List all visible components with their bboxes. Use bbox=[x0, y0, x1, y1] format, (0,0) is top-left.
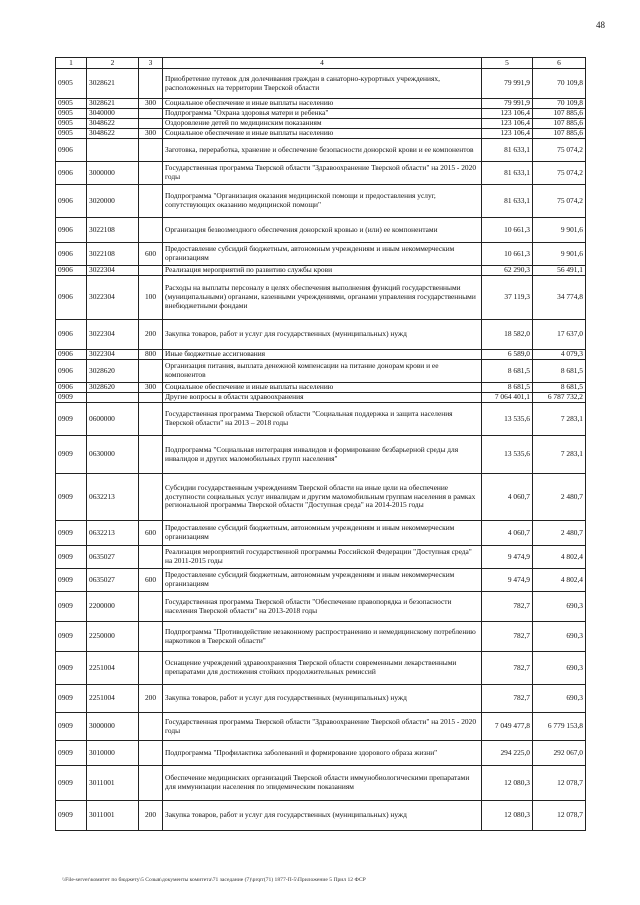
plan-amount-cell: 4 060,7 bbox=[482, 474, 533, 521]
table-row bbox=[56, 69, 586, 99]
expense-type-cell bbox=[139, 436, 163, 474]
table-header-row bbox=[56, 58, 586, 69]
section-code-cell: 0909 bbox=[56, 569, 87, 592]
description-cell: Государственная программа Тверской области "Обеспечение правопорядка и безопасности населения Тверской области" на 2013-2018 годы bbox=[163, 592, 482, 622]
section-code-cell: 0905 bbox=[56, 129, 87, 139]
table-row bbox=[56, 350, 586, 360]
section-code-cell: 0909 bbox=[56, 685, 87, 713]
description-cell: Расходы на выплаты персоналу в целях обеспечения выполнения функций государственными (муниципальными) органами, казенными учреждениями, органами управления государственными внебюджетными фондами bbox=[163, 276, 482, 320]
executed-amount-cell: 4 802,4 bbox=[533, 569, 586, 592]
executed-amount-cell: 75 074,2 bbox=[533, 139, 586, 162]
description-cell: Организация питания, выплата денежной компенсации на питание донорам крови и ее компонентов bbox=[163, 360, 482, 383]
expense-type-cell: 600 bbox=[139, 521, 163, 546]
section-code-cell: 0906 bbox=[56, 276, 87, 320]
header-col-6: 6 bbox=[533, 58, 586, 69]
description-cell: Подпрограмма "Организация оказания медицинской помощи и предоставления услуг, сопутствующих оказанию медицинской помощи" bbox=[163, 185, 482, 218]
target-article-cell: 3028621 bbox=[87, 99, 139, 109]
plan-amount-cell: 7 049 477,8 bbox=[482, 713, 533, 741]
target-article-cell: 0635027 bbox=[87, 569, 139, 592]
plan-amount-cell: 9 474,9 bbox=[482, 569, 533, 592]
section-code-cell: 0909 bbox=[56, 474, 87, 521]
table-row bbox=[56, 652, 586, 685]
section-code-cell: 0909 bbox=[56, 403, 87, 436]
table-row bbox=[56, 474, 586, 521]
description-cell: Социальное обеспечение и иные выплаты населению bbox=[163, 99, 482, 109]
target-article-cell: 3020000 bbox=[87, 185, 139, 218]
section-code-cell: 0909 bbox=[56, 801, 87, 831]
expense-type-cell: 300 bbox=[139, 99, 163, 109]
table-row bbox=[56, 139, 586, 162]
plan-amount-cell: 294 225,0 bbox=[482, 741, 533, 766]
description-cell: Иные бюджетные ассигнования bbox=[163, 350, 482, 360]
table-row bbox=[56, 403, 586, 436]
table-row bbox=[56, 741, 586, 766]
target-article-cell: 3022304 bbox=[87, 276, 139, 320]
table-row bbox=[56, 685, 586, 713]
target-article-cell: 3028621 bbox=[87, 69, 139, 99]
plan-amount-cell: 782,7 bbox=[482, 592, 533, 622]
table-row bbox=[56, 713, 586, 741]
plan-amount-cell: 81 633,1 bbox=[482, 139, 533, 162]
section-code-cell: 0905 bbox=[56, 109, 87, 119]
description-cell: Предоставление субсидий бюджетным, автономным учреждениям и иным некоммерческим организациям bbox=[163, 243, 482, 266]
executed-amount-cell: 690,3 bbox=[533, 685, 586, 713]
section-code-cell: 0909 bbox=[56, 393, 87, 403]
target-article-cell: 3022304 bbox=[87, 350, 139, 360]
file-path-footer: \\File-server\комитет по бюджету\5 Созыв\документы комитета\71 заседание (7)\prqrr(71) 1877-П-5\Приложение 5 Прил 12 ФСР bbox=[62, 877, 366, 883]
plan-amount-cell: 782,7 bbox=[482, 622, 533, 652]
expense-type-cell bbox=[139, 119, 163, 129]
table-row bbox=[56, 569, 586, 592]
executed-amount-cell: 12 078,7 bbox=[533, 801, 586, 831]
description-cell: Организация безвозмездного обеспечения донорской кровью и (или) ее компонентами bbox=[163, 218, 482, 243]
table-row bbox=[56, 276, 586, 320]
table-row bbox=[56, 622, 586, 652]
table-row bbox=[56, 243, 586, 266]
table-row bbox=[56, 218, 586, 243]
description-cell: Заготовка, переработка, хранение и обеспечение безопасности донорской крови и ее компонентов bbox=[163, 139, 482, 162]
header-col-2: 2 bbox=[87, 58, 139, 69]
table-row bbox=[56, 801, 586, 831]
header-col-5: 5 bbox=[482, 58, 533, 69]
section-code-cell: 0906 bbox=[56, 320, 87, 350]
plan-amount-cell: 13 535,6 bbox=[482, 436, 533, 474]
expense-type-cell: 200 bbox=[139, 801, 163, 831]
plan-amount-cell: 10 661,3 bbox=[482, 218, 533, 243]
executed-amount-cell: 75 074,2 bbox=[533, 185, 586, 218]
description-cell: Реализация мероприятий государственной программы Российской Федерации "Доступная среда" на 2011-2015 годы bbox=[163, 546, 482, 569]
section-code-cell: 0909 bbox=[56, 521, 87, 546]
table-row bbox=[56, 119, 586, 129]
header-col-3: 3 bbox=[139, 58, 163, 69]
executed-amount-cell: 7 283,1 bbox=[533, 403, 586, 436]
description-cell: Предоставление субсидий бюджетным, автономным учреждениям и иным некоммерческим организациям bbox=[163, 569, 482, 592]
executed-amount-cell: 2 480,7 bbox=[533, 474, 586, 521]
description-cell: Другие вопросы в области здравоохранения bbox=[163, 393, 482, 403]
table-row bbox=[56, 546, 586, 569]
executed-amount-cell: 107 885,6 bbox=[533, 129, 586, 139]
expense-type-cell bbox=[139, 218, 163, 243]
target-article-cell: 3000000 bbox=[87, 713, 139, 741]
section-code-cell: 0906 bbox=[56, 218, 87, 243]
plan-amount-cell: 123 106,4 bbox=[482, 129, 533, 139]
executed-amount-cell: 292 067,0 bbox=[533, 741, 586, 766]
plan-amount-cell: 8 681,5 bbox=[482, 383, 533, 393]
description-cell: Социальное обеспечение и иные выплаты населению bbox=[163, 129, 482, 139]
section-code-cell: 0906 bbox=[56, 360, 87, 383]
expense-type-cell: 300 bbox=[139, 383, 163, 393]
executed-amount-cell: 4 079,3 bbox=[533, 350, 586, 360]
table-row bbox=[56, 393, 586, 403]
expense-type-cell bbox=[139, 162, 163, 185]
plan-amount-cell: 81 633,1 bbox=[482, 162, 533, 185]
table-row bbox=[56, 383, 586, 393]
table-row bbox=[56, 99, 586, 109]
expense-type-cell bbox=[139, 766, 163, 801]
description-cell: Приобретение путевок для долечивания граждан в санаторно-курортных учреждениях, расположенных на территории Тверской области bbox=[163, 69, 482, 99]
section-code-cell: 0905 bbox=[56, 119, 87, 129]
table-row bbox=[56, 266, 586, 276]
expense-type-cell bbox=[139, 741, 163, 766]
description-cell: Закупка товаров, работ и услуг для государственных (муниципальных) нужд bbox=[163, 801, 482, 831]
plan-amount-cell: 7 064 401,1 bbox=[482, 393, 533, 403]
executed-amount-cell: 4 802,4 bbox=[533, 546, 586, 569]
target-article-cell: 3028620 bbox=[87, 383, 139, 393]
section-code-cell: 0905 bbox=[56, 99, 87, 109]
executed-amount-cell: 34 774,8 bbox=[533, 276, 586, 320]
description-cell: Социальное обеспечение и иные выплаты населению bbox=[163, 383, 482, 393]
table-row bbox=[56, 162, 586, 185]
description-cell: Обеспечение медицинских организаций Тверской области иммунобиологическими препаратами для иммунизации населения по эпидемическим показаниям bbox=[163, 766, 482, 801]
section-code-cell: 0909 bbox=[56, 436, 87, 474]
expense-type-cell: 200 bbox=[139, 320, 163, 350]
description-cell: Государственная программа Тверской области "Здравоохранение Тверской области" на 2015 - 2020 годы bbox=[163, 162, 482, 185]
executed-amount-cell: 7 283,1 bbox=[533, 436, 586, 474]
section-code-cell: 0909 bbox=[56, 713, 87, 741]
expense-type-cell bbox=[139, 474, 163, 521]
target-article-cell: 0632213 bbox=[87, 521, 139, 546]
page-number: 48 bbox=[596, 20, 605, 30]
expense-type-cell bbox=[139, 403, 163, 436]
description-cell: Предоставление субсидий бюджетным, автономным учреждениям и иным некоммерческим организациям bbox=[163, 521, 482, 546]
expense-type-cell: 600 bbox=[139, 569, 163, 592]
plan-amount-cell: 782,7 bbox=[482, 685, 533, 713]
plan-amount-cell: 79 991,9 bbox=[482, 69, 533, 99]
target-article-cell: 3000000 bbox=[87, 162, 139, 185]
table-row bbox=[56, 766, 586, 801]
description-cell: Субсидии государственным учреждениям Тверской области на иные цели на обеспечение доступности социальных услуг инвалидам и другим маломобильным группам населения в рамках региональной программы Тверской области "Доступная среда" на 2014-2015 годы bbox=[163, 474, 482, 521]
target-article-cell: 3022304 bbox=[87, 320, 139, 350]
expense-type-cell bbox=[139, 109, 163, 119]
plan-amount-cell: 4 060,7 bbox=[482, 521, 533, 546]
plan-amount-cell: 123 106,4 bbox=[482, 109, 533, 119]
expense-type-cell bbox=[139, 139, 163, 162]
budget-table bbox=[55, 57, 586, 831]
executed-amount-cell: 107 885,6 bbox=[533, 109, 586, 119]
executed-amount-cell: 8 681,5 bbox=[533, 383, 586, 393]
target-article-cell: 2250000 bbox=[87, 622, 139, 652]
executed-amount-cell: 107 885,6 bbox=[533, 119, 586, 129]
target-article-cell bbox=[87, 393, 139, 403]
executed-amount-cell: 8 681,5 bbox=[533, 360, 586, 383]
plan-amount-cell: 79 991,9 bbox=[482, 99, 533, 109]
executed-amount-cell: 9 901,6 bbox=[533, 218, 586, 243]
target-article-cell: 3011001 bbox=[87, 801, 139, 831]
executed-amount-cell: 17 637,0 bbox=[533, 320, 586, 350]
expense-type-cell: 300 bbox=[139, 129, 163, 139]
expense-type-cell bbox=[139, 266, 163, 276]
section-code-cell: 0906 bbox=[56, 266, 87, 276]
plan-amount-cell: 12 080,3 bbox=[482, 801, 533, 831]
executed-amount-cell: 70 109,8 bbox=[533, 69, 586, 99]
target-article-cell: 3010000 bbox=[87, 741, 139, 766]
section-code-cell: 0906 bbox=[56, 139, 87, 162]
expense-type-cell bbox=[139, 592, 163, 622]
plan-amount-cell: 9 474,9 bbox=[482, 546, 533, 569]
table-row bbox=[56, 109, 586, 119]
expense-type-cell bbox=[139, 622, 163, 652]
plan-amount-cell: 8 681,5 bbox=[482, 360, 533, 383]
description-cell: Государственная программа Тверской области "Социальная поддержка и защита населения Тверской области" на 2013 – 2018 годы bbox=[163, 403, 482, 436]
description-cell: Закупка товаров, работ и услуг для государственных (муниципальных) нужд bbox=[163, 685, 482, 713]
plan-amount-cell: 37 119,3 bbox=[482, 276, 533, 320]
target-article-cell: 2251004 bbox=[87, 652, 139, 685]
expense-type-cell bbox=[139, 713, 163, 741]
executed-amount-cell: 70 109,8 bbox=[533, 99, 586, 109]
expense-type-cell: 800 bbox=[139, 350, 163, 360]
target-article-cell: 2200000 bbox=[87, 592, 139, 622]
expense-type-cell: 600 bbox=[139, 243, 163, 266]
header-col-4: 4 bbox=[163, 58, 482, 69]
executed-amount-cell: 690,3 bbox=[533, 652, 586, 685]
executed-amount-cell: 75 074,2 bbox=[533, 162, 586, 185]
executed-amount-cell: 690,3 bbox=[533, 592, 586, 622]
description-cell: Подпрограмма "Профилактика заболеваний и формирование здорового образа жизни" bbox=[163, 741, 482, 766]
description-cell: Реализация мероприятий по развитию службы крови bbox=[163, 266, 482, 276]
section-code-cell: 0909 bbox=[56, 546, 87, 569]
target-article-cell: 2251004 bbox=[87, 685, 139, 713]
section-code-cell: 0906 bbox=[56, 243, 87, 266]
target-article-cell: 0600000 bbox=[87, 403, 139, 436]
target-article-cell: 3011001 bbox=[87, 766, 139, 801]
section-code-cell: 0909 bbox=[56, 766, 87, 801]
executed-amount-cell: 56 491,1 bbox=[533, 266, 586, 276]
expense-type-cell bbox=[139, 393, 163, 403]
table-row bbox=[56, 521, 586, 546]
target-article-cell: 0632213 bbox=[87, 474, 139, 521]
section-code-cell: 0905 bbox=[56, 69, 87, 99]
plan-amount-cell: 782,7 bbox=[482, 652, 533, 685]
section-code-cell: 0906 bbox=[56, 350, 87, 360]
executed-amount-cell: 6 779 153,8 bbox=[533, 713, 586, 741]
executed-amount-cell: 690,3 bbox=[533, 622, 586, 652]
description-cell: Подпрограмма "Социальная интеграция инвалидов и формирование безбарьерной среды для инвалидов и других маломобильных групп населения" bbox=[163, 436, 482, 474]
target-article-cell: 0630000 bbox=[87, 436, 139, 474]
header-col-1: 1 bbox=[56, 58, 87, 69]
description-cell: Подпрограмма "Охрана здоровья матери и ребенка" bbox=[163, 109, 482, 119]
plan-amount-cell: 13 535,6 bbox=[482, 403, 533, 436]
plan-amount-cell: 62 290,3 bbox=[482, 266, 533, 276]
section-code-cell: 0909 bbox=[56, 652, 87, 685]
executed-amount-cell: 2 480,7 bbox=[533, 521, 586, 546]
plan-amount-cell: 123 106,4 bbox=[482, 119, 533, 129]
executed-amount-cell: 9 901,6 bbox=[533, 243, 586, 266]
section-code-cell: 0909 bbox=[56, 592, 87, 622]
expense-type-cell bbox=[139, 185, 163, 218]
section-code-cell: 0906 bbox=[56, 185, 87, 218]
expense-type-cell bbox=[139, 652, 163, 685]
section-code-cell: 0909 bbox=[56, 622, 87, 652]
target-article-cell: 3022108 bbox=[87, 243, 139, 266]
section-code-cell: 0906 bbox=[56, 162, 87, 185]
table-row bbox=[56, 185, 586, 218]
plan-amount-cell: 18 582,0 bbox=[482, 320, 533, 350]
executed-amount-cell: 12 078,7 bbox=[533, 766, 586, 801]
table-row bbox=[56, 360, 586, 383]
expense-type-cell bbox=[139, 546, 163, 569]
target-article-cell: 3028620 bbox=[87, 360, 139, 383]
table-row bbox=[56, 129, 586, 139]
section-code-cell: 0906 bbox=[56, 383, 87, 393]
description-cell: Оснащение учреждений здравоохранения Тверской области современными лекарственными препаратами для достижения стойких продолжительных ремиссий bbox=[163, 652, 482, 685]
expense-type-cell bbox=[139, 69, 163, 99]
description-cell: Подпрограмма "Противодействие незаконному распространению и немедицинскому потреблению наркотиков в Тверской области" bbox=[163, 622, 482, 652]
target-article-cell: 3048622 bbox=[87, 129, 139, 139]
target-article-cell: 3022304 bbox=[87, 266, 139, 276]
target-article-cell: 3040000 bbox=[87, 109, 139, 119]
plan-amount-cell: 12 080,3 bbox=[482, 766, 533, 801]
target-article-cell bbox=[87, 139, 139, 162]
plan-amount-cell: 6 589,0 bbox=[482, 350, 533, 360]
table-row bbox=[56, 436, 586, 474]
table-row bbox=[56, 592, 586, 622]
plan-amount-cell: 81 633,1 bbox=[482, 185, 533, 218]
target-article-cell: 3048622 bbox=[87, 119, 139, 129]
description-cell: Закупка товаров, работ и услуг для государственных (муниципальных) нужд bbox=[163, 320, 482, 350]
section-code-cell: 0909 bbox=[56, 741, 87, 766]
description-cell: Государственная программа Тверской области "Здравоохранение Тверской области" на 2015 - 2020 годы bbox=[163, 713, 482, 741]
expense-type-cell: 100 bbox=[139, 276, 163, 320]
plan-amount-cell: 10 661,3 bbox=[482, 243, 533, 266]
target-article-cell: 0635027 bbox=[87, 546, 139, 569]
target-article-cell: 3022108 bbox=[87, 218, 139, 243]
table-row bbox=[56, 320, 586, 350]
executed-amount-cell: 6 787 732,2 bbox=[533, 393, 586, 403]
expense-type-cell bbox=[139, 360, 163, 383]
expense-type-cell: 200 bbox=[139, 685, 163, 713]
description-cell: Оздоровление детей по медицинским показаниям bbox=[163, 119, 482, 129]
